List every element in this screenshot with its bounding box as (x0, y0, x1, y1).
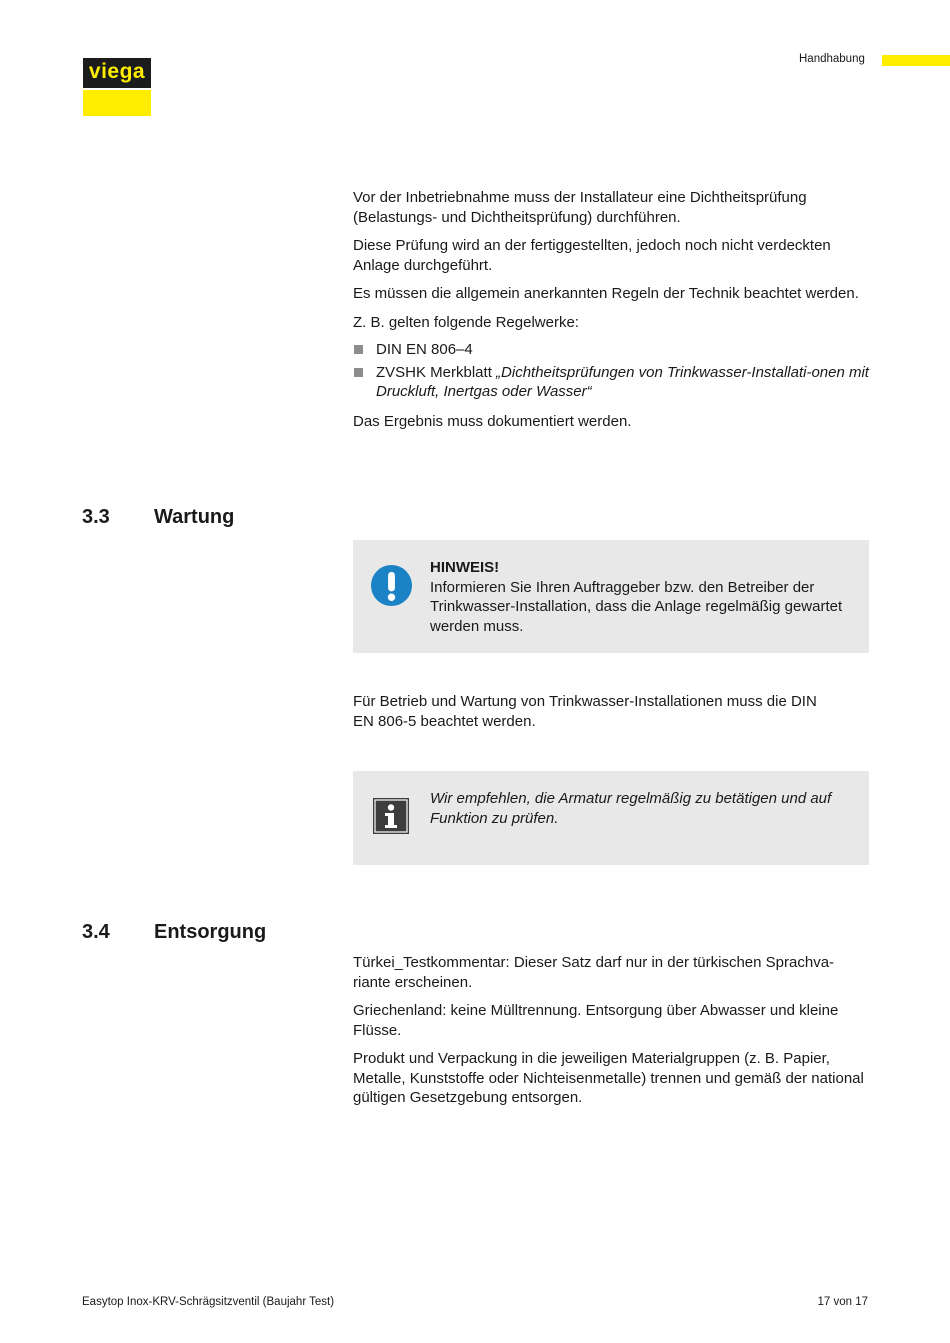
notice-text: Informieren Sie Ihren Auftraggeber bzw. den Betreiber der Trinkwasser-Installation, dass die Anlage regelmäßig gewartet werden muss. (430, 578, 843, 635)
intro-paragraph: Diese Prüfung wird an der fertiggestellten, jedoch noch nicht verdeckten Anlage durchgeführt. (353, 237, 831, 274)
info-box (353, 771, 869, 865)
notice-title: HINWEIS! (430, 559, 500, 576)
header-section-label: Handhabung (799, 53, 865, 65)
info-text: Wir empfehlen, die Armatur regelmäßig zu betätigen und auf Funktion zu prüfen. (430, 790, 832, 827)
list-item-emphasis: „Dichtheitsprüfungen von Trinkwasser-Installati-onen mit Druckluft, Inertgas oder Wasser“ (376, 363, 869, 400)
list-item-text: DIN EN 806–4 (376, 341, 473, 358)
footer-page-number (817, 1296, 868, 1308)
page-separator: von (833, 1296, 852, 1308)
wartung-paragraph: Für Betrieb und Wartung von Trinkwasser-Installationen muss die DIN EN 806-5 beachtet werden. (353, 693, 817, 730)
list-item (353, 363, 871, 402)
info-square-icon (373, 798, 409, 834)
logo-text: viega (88, 60, 146, 83)
footer-document-title: Easytop Inox-KRV-Schrägsitzventil (Baujahr Test) (82, 1296, 335, 1308)
section-number: 3.3 (82, 506, 110, 528)
standards-list (353, 340, 871, 402)
header-accent-bar (882, 55, 950, 66)
entsorgung-paragraph: Türkei_Testkommentar: Dieser Satz darf nur in der türkischen Sprachva-riante erscheinen. (353, 954, 835, 991)
intro-paragraph: Vor der Inbetriebnahme muss der Installateur eine Dichtheitsprüfung (Belastungs- und Dichtheitsprüfung) durchführen. (353, 189, 807, 226)
list-item-prefix: ZVSHK Merkblatt (376, 363, 497, 381)
viega-logo (83, 58, 151, 116)
section-title: Entsorgung (154, 921, 267, 943)
section-number: 3.4 (82, 921, 110, 943)
page-total: 17 (855, 1296, 868, 1308)
bullet-square-icon (354, 368, 363, 377)
logo-yellow-block (83, 90, 151, 116)
list-item (353, 340, 871, 360)
page-current: 17 (817, 1296, 831, 1308)
intro-paragraph: Es müssen die allgemein anerkannten Regeln der Technik beachtet werden. (353, 285, 859, 302)
entsorgung-block (353, 953, 871, 1108)
section-title: Wartung (154, 506, 235, 528)
intro-paragraph: Z. B. gelten folgende Regelwerke: (353, 313, 579, 331)
notice-box (353, 540, 869, 653)
entsorgung-paragraph: Griechenland: keine Mülltrennung. Entsorgung über Abwasser und kleine Flüsse. (353, 1002, 839, 1039)
exclamation-circle-icon (370, 564, 413, 607)
intro-block (353, 188, 871, 431)
entsorgung-paragraph: Produkt und Verpackung in die jeweiligen Materialgruppen (z. B. Papier, Metalle, Kunststoffe oder Nichteisenmetalle) trennen und gemäß der national gültigen Gesetzgebung entsorgen. (353, 1050, 864, 1106)
bullet-square-icon (354, 345, 363, 354)
intro-closing: Das Ergebnis muss dokumentiert werden. (353, 412, 632, 430)
